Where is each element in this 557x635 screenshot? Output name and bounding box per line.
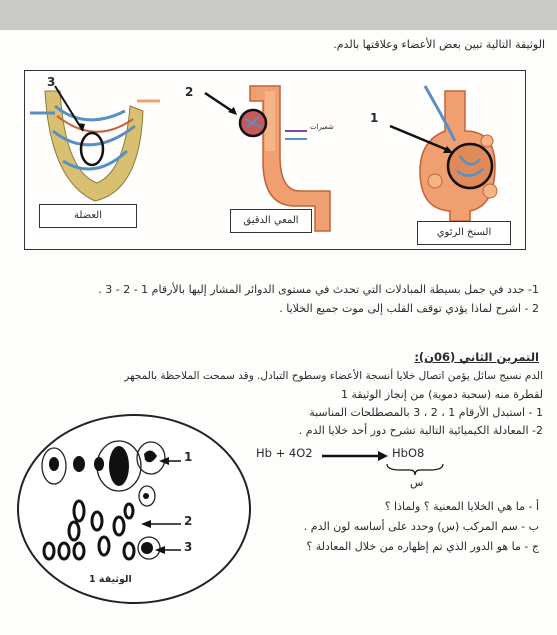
intro-text: الوثيقة التالية تبين بعض الأعضاء وعلاقتها بالدم. xyxy=(333,38,545,51)
equation-under: س xyxy=(410,476,424,489)
top-shadow-band xyxy=(0,0,557,30)
blood-cells-drawing xyxy=(19,416,249,602)
figure-number-2: 2 xyxy=(185,85,194,99)
exercise2-para-4: 2- المعادلة الكيميائية التالية تشرح دور أحد خلايا الدم . xyxy=(298,424,543,437)
exercise2-para-1: الدم نسيج سائل يؤمن اتصال خلايا أنسجة الأعضاء وسطوح التبادل. وقد سمحت الملاحظة بالمجهر xyxy=(124,370,543,382)
caption-muscle: العضلة xyxy=(39,204,137,228)
subquestion-b: ب - سم المركب (س) وحدد على أساسه لون الدم . xyxy=(303,520,539,533)
muscle-drawing xyxy=(30,86,160,201)
question-1: 1- حدد في جمل بسيطة المبادلات التي تحدث في مستوى الدوائر المشار إليها بالأرقام 1 - 2 - 3 . xyxy=(98,283,539,296)
equation-arrow xyxy=(320,448,390,464)
equation-left: Hb + 4O2 xyxy=(256,446,313,460)
subquestion-c: ج - ما هو الدور الذي تم إظهاره من خلال المعادلة ؟ xyxy=(306,540,539,553)
blood-smear-figure xyxy=(17,414,251,604)
cell-label-3: 3 xyxy=(184,540,193,554)
organs-figure xyxy=(24,70,526,250)
exercise2-para-2: لقطرة منه (سحبة دموية) من إنجاز الوثيقة 1 xyxy=(341,388,543,401)
caption-intestine: المعي الدقيق xyxy=(230,209,312,233)
document-1-label: الوثيقة 1 xyxy=(89,574,132,585)
figure-number-3: 3 xyxy=(47,75,56,89)
figure-inner-label: شعيرات xyxy=(310,123,334,131)
cell-label-2: 2 xyxy=(184,514,193,528)
equation-brace xyxy=(385,462,445,476)
exercise2-heading: التمرين الثاني (06ن): xyxy=(414,350,539,364)
equation-right: HbO8 xyxy=(392,446,425,460)
caption-alveolus: السنخ الرئوي xyxy=(417,221,511,245)
cell-label-1: 1 xyxy=(184,450,193,464)
figure-number-1: 1 xyxy=(370,111,379,125)
subquestion-a: أ - ما هي الخلايا المعنية ؟ ولماذا ؟ xyxy=(384,500,539,513)
question-2: 2 - اشرح لماذا يؤدي توقف القلب إلى موت جميع الخلايا . xyxy=(279,302,539,315)
exercise2-para-3: 1 - استبدل الأرقام 1 ، 2 ، 3 بالمصطلحات المناسبة xyxy=(309,406,543,419)
alveolus-drawing xyxy=(390,86,497,221)
